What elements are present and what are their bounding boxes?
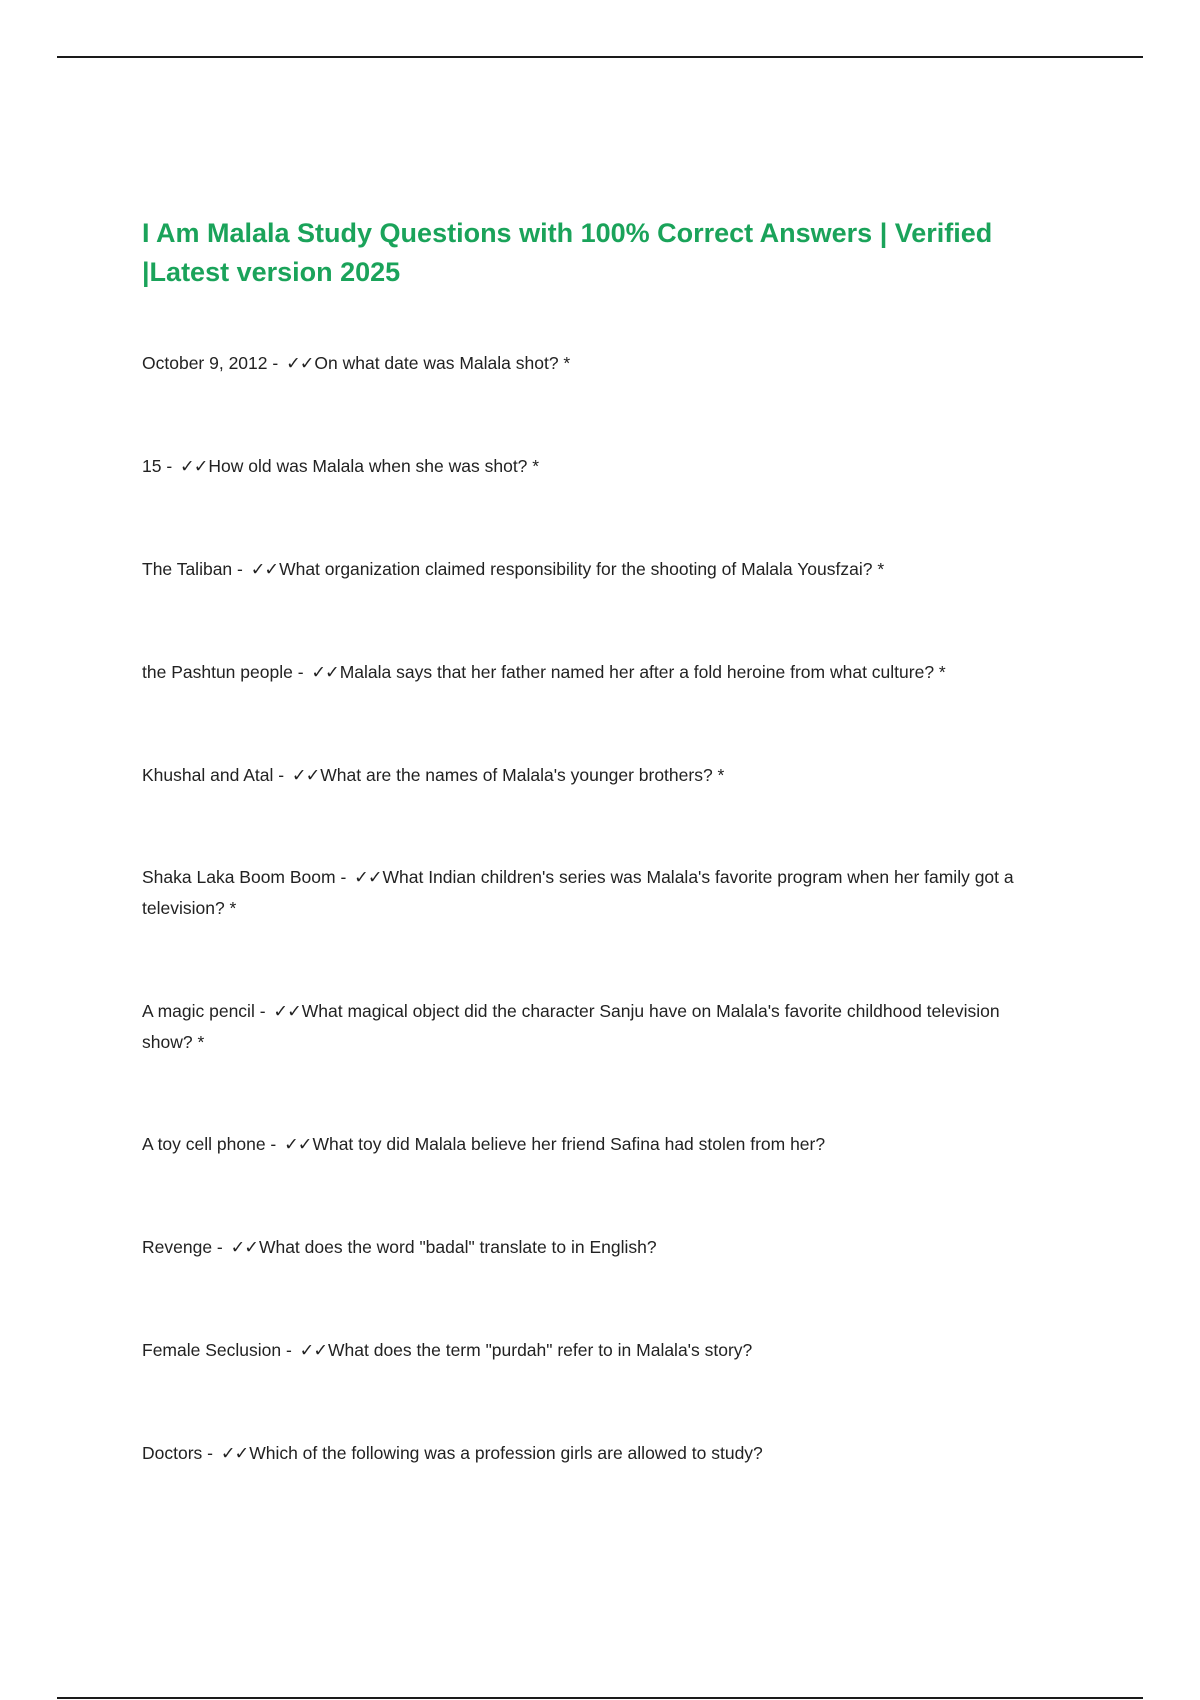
- question-text: On what date was Malala shot? *: [314, 353, 571, 373]
- qa-item: [142, 862, 1042, 924]
- answer-text: The Taliban: [142, 559, 233, 579]
- qa-item: [142, 996, 1042, 1058]
- separator: -: [273, 765, 289, 785]
- qa-item: [142, 554, 1042, 585]
- question-text: What toy did Malala believe her friend Safina had stolen from her?: [312, 1134, 826, 1154]
- double-check-icon: ✓✓: [230, 1237, 258, 1257]
- double-check-icon: ✓✓: [291, 765, 320, 785]
- answer-text: Shaka Laka Boom Boom: [142, 867, 336, 887]
- question-text: Which of the following was a profession girls are allowed to study?: [249, 1443, 763, 1463]
- double-check-icon: ✓✓: [180, 456, 208, 476]
- double-check-icon: ✓✓: [311, 662, 339, 682]
- separator: -: [212, 1237, 228, 1257]
- answer-text: the Pashtun people: [142, 662, 293, 682]
- question-text: What Indian children's series was Malala's favorite program when her family got a television? *: [142, 867, 1014, 918]
- double-check-icon: ✓✓: [354, 867, 382, 887]
- question-text: How old was Malala when she was shot? *: [208, 456, 540, 476]
- qa-item: [142, 1335, 1042, 1366]
- separator: -: [161, 456, 178, 476]
- question-text: What magical object did the character Sanju have on Malala's favorite childhood television show? *: [142, 1001, 1000, 1052]
- qa-item: [142, 1438, 1042, 1469]
- document-title: I Am Malala Study Questions with 100% Correct Answers | Verified |Latest version 2025: [142, 218, 993, 287]
- qa-item: [142, 760, 1042, 791]
- question-text: What does the term "purdah" refer to in Malala's story?: [328, 1340, 753, 1360]
- qa-item: [142, 657, 1042, 688]
- question-text: What organization claimed responsibility for the shooting of Malala Yousfzai? *: [279, 559, 885, 579]
- top-rule: [57, 56, 1143, 58]
- double-check-icon: ✓✓: [284, 1134, 312, 1154]
- answer-text: Revenge: [142, 1237, 213, 1257]
- double-check-icon: ✓✓: [250, 559, 279, 579]
- question-text: Malala says that her father named her after a fold heroine from what culture? *: [339, 662, 946, 682]
- double-check-icon: ✓✓: [273, 1001, 301, 1021]
- question-text: What are the names of Malala's younger brothers? *: [320, 765, 725, 785]
- qa-item: [142, 1129, 1042, 1160]
- answer-text: A magic pencil: [142, 1001, 255, 1021]
- separator: -: [254, 1001, 271, 1021]
- separator: -: [232, 559, 248, 579]
- separator: -: [202, 1443, 218, 1463]
- double-check-icon: ✓✓: [286, 353, 314, 373]
- qa-item: [142, 451, 1042, 482]
- answer-text: Khushal and Atal: [142, 765, 274, 785]
- separator: -: [292, 662, 309, 682]
- answer-text: October 9, 2012: [142, 353, 268, 373]
- bottom-rule: [57, 1697, 1143, 1699]
- question-text: What does the word "badal" translate to in English?: [258, 1237, 657, 1257]
- separator: -: [265, 1134, 282, 1154]
- separator: -: [267, 353, 284, 373]
- answer-text: 15: [142, 456, 162, 476]
- qa-item: [142, 1232, 1042, 1263]
- separator: -: [335, 867, 352, 887]
- double-check-icon: ✓✓: [299, 1340, 327, 1360]
- separator: -: [281, 1340, 297, 1360]
- qa-item: [142, 348, 1042, 379]
- answer-text: Female Seclusion: [142, 1340, 282, 1360]
- answer-text: A toy cell phone: [142, 1134, 266, 1154]
- double-check-icon: ✓✓: [220, 1443, 249, 1463]
- answer-text: Doctors: [142, 1443, 203, 1463]
